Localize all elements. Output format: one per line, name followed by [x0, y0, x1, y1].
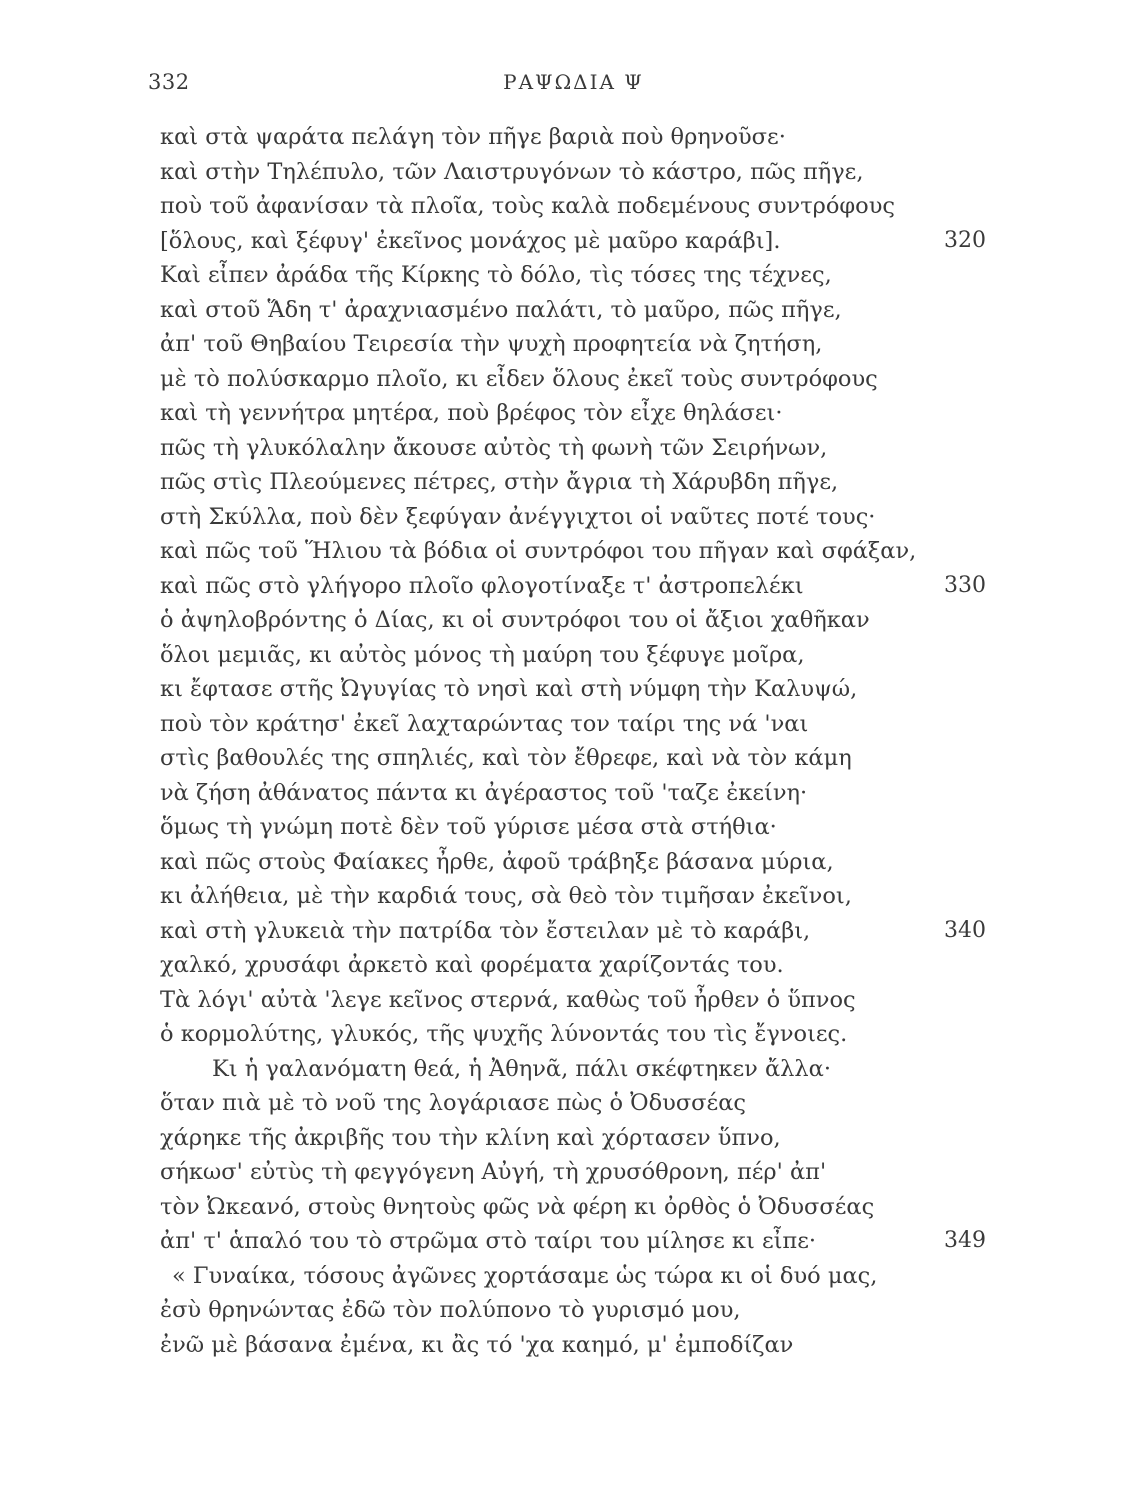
line-number: 340 — [944, 917, 986, 943]
verse-text: καὶ στὴν Τηλέπυλο, τῶν Λαιστρυγόνων τὸ κάστρο, πῶς πῆγε, — [160, 158, 864, 185]
verse-line — [160, 776, 1040, 811]
verse-line — [160, 1155, 1040, 1190]
verse-text: Κι ἡ γαλανόματη θεά, ἡ Ἀθηνᾶ, πάλι σκέφτηκεν ἄλλα· — [212, 1055, 832, 1082]
verse-text: ἀπ' τοῦ Θηβαίου Τειρεσία τὴν ψυχὴ προφητεία νὰ ζητήση, — [160, 331, 823, 357]
line-number: 320 — [944, 227, 986, 253]
running-title: ΡΑΨΩΔΙΑ Ψ — [503, 70, 644, 94]
verse-line — [160, 189, 1040, 224]
verse-text: Τὰ λόγι' αὐτὰ 'λεγε κεῖνος στερνά, καθὼς τοῦ ἦρθεν ὁ ὕπνος — [160, 986, 856, 1013]
verse-line — [160, 1224, 1040, 1259]
running-head — [0, 70, 1147, 100]
verse-line — [160, 707, 1040, 742]
verse-text: πῶς στὶς Πλεούμενες πέτρες, στὴν ἄγρια τὴ Χάρυβδη πῆγε, — [160, 469, 839, 495]
verse-line — [160, 465, 1040, 500]
verse-text: πῶς τὴ γλυκόλαλην ἄκουσε αὐτὸς τὴ φωνὴ τῶν Σειρήνων, — [160, 434, 828, 461]
line-number: 349 — [944, 1228, 986, 1253]
verse-line — [160, 327, 1040, 362]
verse-text: μὲ τὸ πολύσκαρμο πλοῖο, κι εἶδεν ὅλους ἐκεῖ τοὺς συντρόφους — [160, 365, 878, 392]
verse-text: Καὶ εἶπεν ἀράδα τῆς Κίρκης τὸ δόλο, τὶς τόσες της τέχνες, — [160, 262, 832, 288]
verse-text: καὶ πῶς στὸ γλήγορο πλοῖο φλογοτίναξε τ' ἀστροπελέκι — [160, 572, 804, 599]
verse-text: ὁ κορμολύτης, γλυκός, τῆς ψυχῆς λύνοντάς του τὶς ἔγνοιες. — [160, 1021, 848, 1047]
verse-line — [160, 293, 1040, 328]
verse-text: ἐνῶ μὲ βάσανα ἐμένα, κι ἂς τό 'χα καημό, μ' ἐμποδίζαν — [160, 1331, 794, 1358]
verse-text: καὶ στὰ ψαράτα πελάγη τὸν πῆγε βαριὰ ποὺ θρηνοῦσε· — [160, 124, 786, 150]
verse-line — [160, 569, 1040, 604]
verse-line — [160, 1017, 1040, 1052]
verse-line — [160, 741, 1040, 776]
verse-line — [160, 1086, 1040, 1121]
verse-text: ὁ ἀψηλοβρόντης ὁ Δίας, κι οἱ συντρόφοι του οἱ ἄξιοι χαθῆκαν — [160, 607, 870, 633]
verse-text: [ὅλους, καὶ ξέφυγ' ἐκεῖνος μονάχος μὲ μαῦρο καράβι]. — [160, 227, 781, 254]
verse-text: ἐσὺ θρηνώντας ἐδῶ τὸν πολύπονο τὸ γυρισμό μου, — [160, 1297, 741, 1323]
verse-line — [160, 120, 1040, 155]
verse-line — [160, 638, 1040, 673]
verse-text: ὅταν πιὰ μὲ τὸ νοῦ της λογάριασε πὼς ὁ Ὀδυσσέας — [160, 1090, 746, 1116]
page-number: 332 — [148, 70, 190, 94]
verse-text: καὶ πῶς στοὺς Φαίακες ἦρθε, ἀφοῦ τράβηξε βάσανα μύρια, — [160, 848, 834, 875]
verse-line — [160, 258, 1040, 293]
verse-line — [160, 1121, 1040, 1156]
verse-text: τὸν Ὠκεανό, στοὺς θνητοὺς φῶς νὰ φέρη κι ὀρθὸς ὁ Ὀδυσσέας — [160, 1193, 875, 1220]
verse-text: καὶ στοῦ Ἅδη τ' ἀραχνιασμένο παλάτι, τὸ μαῦρο, πῶς πῆγε, — [160, 296, 842, 323]
verse-text: χαλκό, χρυσάφι ἀρκετὸ καὶ φορέματα χαρίζοντάς του. — [160, 952, 784, 978]
verse-text: ὅλοι μεμιᾶς, κι αὐτὸς μόνος τὴ μαύρη του ξέφυγε μοῖρα, — [160, 641, 805, 668]
verse-line — [160, 362, 1040, 397]
verse-text: ἀπ' τ' ἁπαλό του τὸ στρῶμα στὸ ταίρι του μίλησε κι εἶπε· — [160, 1228, 817, 1254]
verse-line — [160, 983, 1040, 1018]
verse-line — [160, 845, 1040, 880]
verse-block — [160, 120, 1040, 1362]
verse-line — [160, 1052, 1040, 1087]
verse-line — [160, 914, 1040, 949]
verse-line — [160, 1190, 1040, 1225]
verse-line — [160, 500, 1040, 535]
verse-text: στὴ Σκύλλα, ποὺ δὲν ξεφύγαν ἀνέγγιχτοι οἱ ναῦτες ποτέ τους· — [160, 503, 876, 530]
verse-text: ὅμως τὴ γνώμη ποτὲ δὲν τοῦ γύρισε μέσα στὰ στήθια· — [160, 814, 777, 840]
verse-text: καὶ τὴ γεννήτρα μητέρα, ποὺ βρέφος τὸν εἶχε θηλάσει· — [160, 400, 783, 426]
verse-text: κι ἔφτασε στῆς Ὠγυγίας τὸ νησὶ καὶ στὴ νύμφη τὴν Καλυψώ, — [160, 676, 858, 702]
verse-line — [160, 672, 1040, 707]
line-number: 330 — [944, 572, 986, 598]
verse-text: « Γυναίκα, τόσους ἀγῶνες χορτάσαμε ὡς τώρα κι οἱ δυό μας, — [172, 1262, 878, 1289]
verse-line — [160, 534, 1040, 569]
verse-line — [160, 1293, 1040, 1328]
verse-text: χάρηκε τῆς ἀκριβῆς του τὴν κλίνη καὶ χόρτασεν ὕπνο, — [160, 1124, 781, 1151]
verse-line — [160, 603, 1040, 638]
verse-text: σήκωσ' εὐτὺς τὴ φεγγόγενη Αὐγή, τὴ χρυσόθρονη, πέρ' ἀπ' — [160, 1159, 827, 1185]
verse-line — [160, 155, 1040, 190]
verse-line — [160, 948, 1040, 983]
verse-text: κι ἀλήθεια, μὲ τὴν καρδιά τους, σὰ θεὸ τὸν τιμῆσαν ἐκεῖνοι, — [160, 883, 852, 909]
verse-text: στὶς βαθουλές της σπηλιές, καὶ τὸν ἔθρεφε, καὶ νὰ τὸν κάμη — [160, 745, 852, 771]
verse-line — [160, 1259, 1040, 1294]
verse-line — [160, 810, 1040, 845]
verse-line — [160, 224, 1040, 259]
verse-text: καὶ πῶς τοῦ Ἥλιου τὰ βόδια οἱ συντρόφοι του πῆγαν καὶ σφάξαν, — [160, 538, 917, 564]
verse-line — [160, 1328, 1040, 1363]
verse-text: καὶ στὴ γλυκειὰ τὴν πατρίδα τὸν ἔστειλαν μὲ τὸ καράβι, — [160, 917, 811, 944]
verse-text: ποὺ τὸν κράτησ' ἐκεῖ λαχταρώντας τον ταίρι της νά 'ναι — [160, 710, 809, 737]
verse-line — [160, 396, 1040, 431]
verse-line — [160, 879, 1040, 914]
verse-text: νὰ ζήση ἀθάνατος πάντα κι ἀγέραστος τοῦ 'ταζε ἐκείνη· — [160, 779, 808, 806]
verse-text: ποὺ τοῦ ἀφανίσαν τὰ πλοῖα, τοὺς καλὰ ποδεμένους συντρόφους — [160, 193, 895, 219]
verse-line — [160, 431, 1040, 466]
